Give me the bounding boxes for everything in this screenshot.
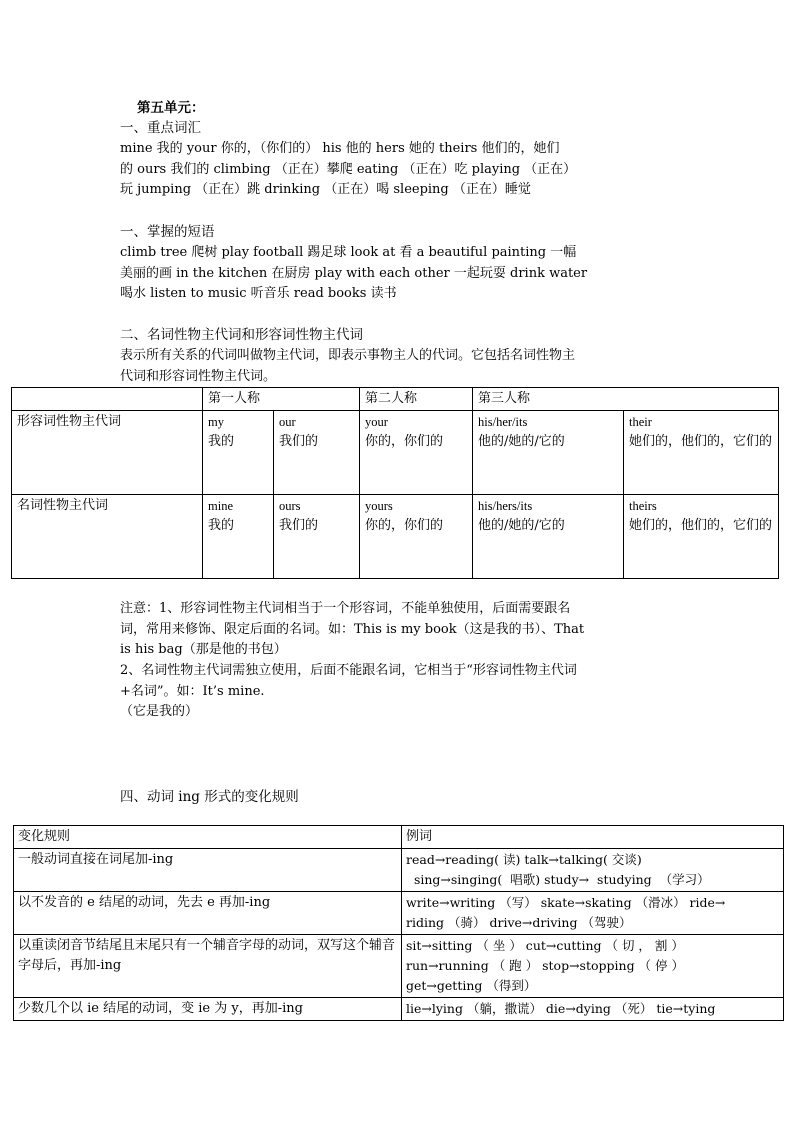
cell-zh: 她们的，他们的，它们的 (629, 434, 773, 449)
example-cell (402, 892, 784, 935)
table-header-row (14, 826, 784, 849)
example-line: lie→lying （躺，撒谎） die→dying （死） tie→tying (406, 1001, 716, 1016)
cell-en: mine (208, 499, 233, 513)
phrases-heading: 一、掌握的短语 (120, 224, 215, 240)
cell-en: their (629, 415, 652, 429)
cell-zh: 我们的 (279, 518, 319, 533)
table-cell (473, 495, 624, 579)
header-rule: 变化规则 (14, 826, 402, 849)
cell-zh: 我的 (208, 434, 235, 449)
possessive-heading: 二、名词性物主代词和形容词性物主代词 (120, 327, 363, 343)
table-cell (274, 411, 360, 495)
table-cell (203, 411, 274, 495)
header-first-person: 第一人称 (203, 388, 360, 411)
note-line: 注意：1、形容词性物主代词相当于一个形容词，不能单独使用，后面需要跟名 (120, 601, 571, 616)
table-cell (360, 495, 473, 579)
cell-en: your (365, 415, 388, 429)
example-line: read→reading( 读) talk→talking( 交谈) (406, 852, 642, 867)
table-row (12, 495, 779, 579)
example-cell (402, 849, 784, 892)
phrases-line: climb tree 爬树 play football 踢足球 look at 看 a beautiful painting 一幅 (120, 245, 577, 260)
possessive-pronoun-table (11, 387, 779, 579)
example-line: run→running （ 跑 ） stop→stopping （ 停 ） (406, 958, 684, 973)
table-cell (274, 495, 360, 579)
vocab-line: mine 我的 your 你的，（你们的） his 他的 hers 她的 theirs 他们的，她们 (120, 141, 560, 156)
table-row (14, 892, 784, 935)
vocab-line: 的 ours 我们的 climbing （正在）攀爬 eating （正在）吃 playing （正在） (120, 162, 577, 177)
table-cell (360, 411, 473, 495)
ing-heading: 四、动词 ing 形式的变化规则 (120, 789, 299, 805)
rule-cell: 以重读闭音节结尾且末尾只有一个辅音字母的动词，双写这个辅音字母后，再加-ing (14, 935, 402, 998)
table-row (12, 411, 779, 495)
table-cell (624, 495, 779, 579)
note-line: is his bag（那是他的书包） (120, 642, 287, 657)
vocab-line: 玩 jumping （正在）跳 drinking （正在）喝 sleeping （正在）睡觉 (120, 182, 531, 197)
cell-en: theirs (629, 499, 657, 513)
table-cell (203, 495, 274, 579)
cell-zh: 你的，你们的 (365, 518, 444, 533)
example-line: sing→singing( 唱歌) study→ studying （学习） (406, 872, 710, 887)
table-cell (473, 411, 624, 495)
cell-en: our (279, 415, 296, 429)
row-label: 形容词性物主代词 (12, 411, 203, 495)
table-row (14, 849, 784, 892)
header-second-person: 第二人称 (360, 388, 473, 411)
rule-cell: 少数几个以 ie 结尾的动词，变 ie 为 y，再加-ing (14, 998, 402, 1021)
cell-zh: 他的/她的/它的 (478, 518, 565, 533)
possessive-intro-line: 代词和形容词性物主代词。 (120, 369, 277, 384)
header-example: 例词 (402, 826, 784, 849)
ing-rules-table (13, 825, 784, 1021)
example-cell (402, 935, 784, 998)
example-cell (402, 998, 784, 1021)
example-line: get→getting （得到） (406, 978, 537, 993)
table-row (14, 935, 784, 998)
cell-zh: 我们的 (279, 434, 319, 449)
row-label: 名词性物主代词 (12, 495, 203, 579)
note-line: （它是我的） (120, 704, 199, 719)
cell-zh: 我的 (208, 518, 235, 533)
cell-en: his/her/its (478, 415, 528, 429)
cell-en: ours (279, 499, 301, 513)
cell-en: yours (365, 499, 393, 513)
possessive-intro-line: 表示所有关系的代词叫做物主代词，即表示事物主人的代词。它包括名词性物主 (120, 348, 576, 363)
cell-zh: 他的/她的/它的 (478, 434, 565, 449)
example-line: riding （骑） drive→driving （驾驶） (406, 915, 632, 930)
note-line: 2、名词性物主代词需独立使用，后面不能跟名词，它相当于“形容词性物主代词 (120, 663, 577, 678)
example-line: write→writing （写） skate→skating （滑冰） ride→ (406, 895, 726, 910)
note-line: +名词”。如：It’s mine. (120, 684, 265, 699)
vocab-heading: 一、重点词汇 (120, 120, 201, 136)
unit-title: 第五单元： (137, 100, 205, 116)
phrases-line: 美丽的画 in the kitchen 在厨房 play with each other 一起玩耍 drink water (120, 266, 588, 281)
cell-en: his/hers/its (478, 499, 533, 513)
table-cell (624, 411, 779, 495)
table-row (14, 998, 784, 1021)
rule-cell: 一般动词直接在词尾加-ing (14, 849, 402, 892)
header-third-person: 第三人称 (473, 388, 779, 411)
rule-cell: 以不发音的 e 结尾的动词，先去 e 再加-ing (14, 892, 402, 935)
cell-zh: 你的，你们的 (365, 434, 444, 449)
note-line: 词，常用来修饰、限定后面的名词。如：This is my book（这是我的书）、That (120, 622, 585, 637)
example-line: sit→sitting （ 坐 ） cut→cutting （ 切 ， 割 ） (406, 938, 684, 953)
table-header-row (12, 388, 779, 411)
cell-zh: 她们的，他们的，它们的 (629, 518, 773, 533)
phrases-line: 喝水 listen to music 听音乐 read books 读书 (120, 286, 397, 301)
cell-en: my (208, 415, 224, 429)
header-cell (12, 388, 203, 411)
